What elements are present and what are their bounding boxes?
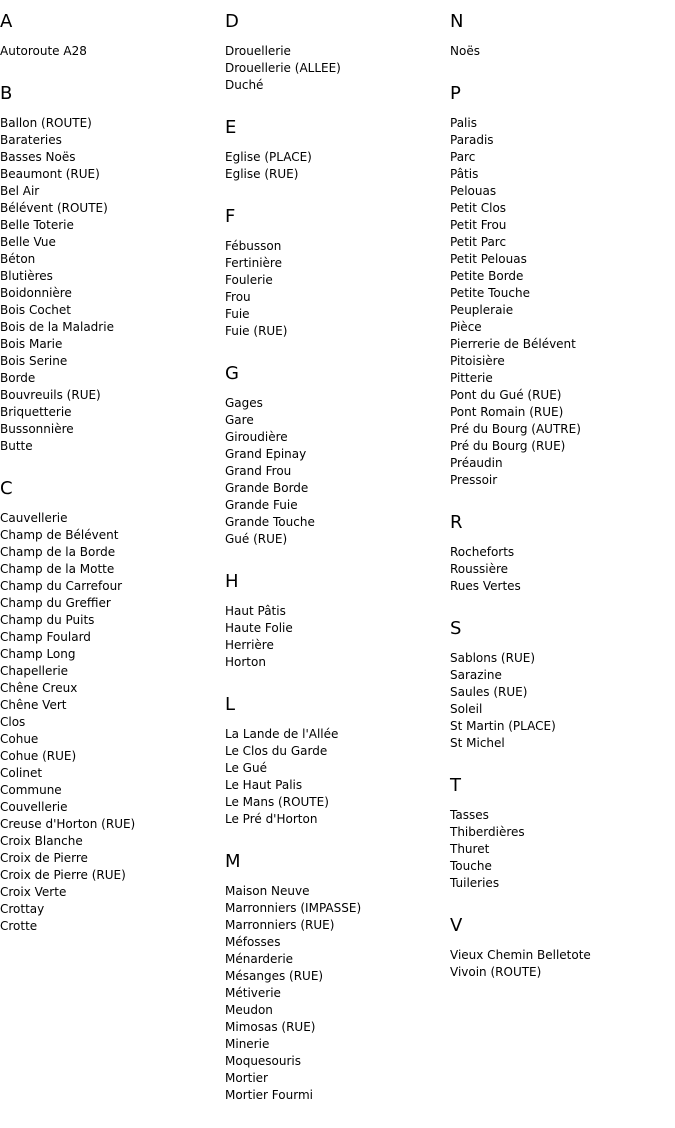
section-letter-heading: A: [0, 11, 13, 32]
street-item-basses-noes: Basses Noës: [0, 150, 76, 164]
street-item-pont-du-gue-rue: Pont du Gué (RUE): [450, 388, 562, 402]
street-list: [450, 807, 675, 892]
street-list: [0, 43, 225, 60]
index-column-2: [225, 12, 450, 1128]
section-letter-heading: N: [450, 11, 464, 32]
street-item-belle-vue: Belle Vue: [0, 235, 56, 249]
street-item-gare: Gare: [225, 413, 254, 427]
index-column-3: [450, 12, 675, 1005]
street-item-barateries: Barateries: [0, 133, 62, 147]
letter-section-r: [450, 513, 675, 595]
street-item-champ-de-la-borde: Champ de la Borde: [0, 545, 116, 559]
street-item-tuileries: Tuileries: [450, 876, 500, 890]
street-item-champ-du-carrefour: Champ du Carrefour: [0, 579, 123, 593]
street-item-briquetterie: Briquetterie: [0, 405, 72, 419]
section-letter-heading: G: [225, 363, 239, 384]
street-list: [225, 395, 450, 548]
street-item-petit-parc: Petit Parc: [450, 235, 507, 249]
street-item-gue-rue: Gué (RUE): [225, 532, 288, 546]
street-item-petit-pelouas: Petit Pelouas: [450, 252, 527, 266]
street-list: [225, 603, 450, 671]
street-item-le-mans-route: Le Mans (ROUTE): [225, 795, 329, 809]
street-item-grande-touche: Grande Touche: [225, 515, 315, 529]
street-item-autoroute-a28: Autoroute A28: [0, 44, 87, 58]
street-item-bouvreuils-rue: Bouvreuils (RUE): [0, 388, 101, 402]
street-item-bois-marie: Bois Marie: [0, 337, 63, 351]
street-item-mortier: Mortier: [225, 1071, 268, 1085]
street-item-croix-blanche: Croix Blanche: [0, 834, 83, 848]
street-item-rues-vertes: Rues Vertes: [450, 579, 521, 593]
street-item-pitoisiere: Pitoisière: [450, 354, 505, 368]
street-item-preaudin: Préaudin: [450, 456, 503, 470]
letter-section-p: [450, 84, 675, 489]
street-item-boidonniere: Boidonnière: [0, 286, 72, 300]
street-item-touche: Touche: [450, 859, 492, 873]
street-item-roussiere: Roussière: [450, 562, 509, 576]
street-item-tasses: Tasses: [450, 808, 489, 822]
street-list: [225, 238, 450, 340]
section-letter-heading: V: [450, 915, 463, 936]
street-item-gages: Gages: [225, 396, 263, 410]
street-item-le-haut-palis: Le Haut Palis: [225, 778, 303, 792]
street-item-eglise-rue: Eglise (RUE): [225, 167, 299, 181]
street-item-drouellerie: Drouellerie: [225, 44, 291, 58]
street-item-vieux-chemin-belletote: Vieux Chemin Belletote: [450, 948, 591, 962]
street-item-menarderie: Ménarderie: [225, 952, 294, 966]
street-item-fuie-rue: Fuie (RUE): [225, 324, 288, 338]
street-item-eglise-place: Eglise (PLACE): [225, 150, 312, 164]
section-letter-heading: B: [0, 83, 13, 104]
street-item-crottay: Crottay: [0, 902, 45, 916]
street-item-petit-clos: Petit Clos: [450, 201, 507, 215]
section-letter-heading: E: [225, 117, 237, 138]
street-item-palis: Palis: [450, 116, 477, 130]
street-item-bussonniere: Bussonnière: [0, 422, 74, 436]
section-letter-heading: M: [225, 851, 241, 872]
street-item-pre-du-bourg-autre: Pré du Bourg (AUTRE): [450, 422, 581, 436]
street-item-croix-verte: Croix Verte: [0, 885, 67, 899]
street-item-chapellerie: Chapellerie: [0, 664, 69, 678]
street-item-champ-long: Champ Long: [0, 647, 76, 661]
street-item-saules-rue: Saules (RUE): [450, 685, 528, 699]
section-letter-heading: S: [450, 618, 462, 639]
street-item-pierrerie-de-belevent: Pierrerie de Bélévent: [450, 337, 576, 351]
street-item-bel-air: Bel Air: [0, 184, 40, 198]
street-item-belevent-route: Bélévent (ROUTE): [0, 201, 108, 215]
street-item-champ-foulard: Champ Foulard: [0, 630, 91, 644]
street-item-colinet: Colinet: [0, 766, 43, 780]
street-item-horton: Horton: [225, 655, 266, 669]
street-item-patis: Pâtis: [450, 167, 479, 181]
street-item-piece: Pièce: [450, 320, 482, 334]
street-list: [0, 510, 225, 935]
street-item-le-gue: Le Gué: [225, 761, 267, 775]
street-item-st-martin-place: St Martin (PLACE): [450, 719, 556, 733]
letter-section-a: [0, 12, 225, 60]
section-letter-heading: P: [450, 83, 461, 104]
street-item-marronniers-rue: Marronniers (RUE): [225, 918, 335, 932]
section-letter-heading: T: [450, 775, 461, 796]
street-item-grande-borde: Grande Borde: [225, 481, 309, 495]
letter-section-g: [225, 364, 450, 548]
street-item-commune: Commune: [0, 783, 62, 797]
street-item-fertiniere: Fertinière: [225, 256, 282, 270]
street-item-borde: Borde: [0, 371, 36, 385]
street-item-meudon: Meudon: [225, 1003, 273, 1017]
street-item-petite-touche: Petite Touche: [450, 286, 530, 300]
street-item-champ-du-puits: Champ du Puits: [0, 613, 95, 627]
street-item-moquesouris: Moquesouris: [225, 1054, 302, 1068]
street-item-le-pre-d-horton: Le Pré d'Horton: [225, 812, 318, 826]
street-item-paradis: Paradis: [450, 133, 494, 147]
letter-section-n: [450, 12, 675, 60]
street-item-metiverie: Métiverie: [225, 986, 281, 1000]
street-item-grand-frou: Grand Frou: [225, 464, 292, 478]
street-item-couvellerie: Couvellerie: [0, 800, 68, 814]
street-item-parc: Parc: [450, 150, 476, 164]
street-item-pitterie: Pitterie: [450, 371, 493, 385]
street-item-pelouas: Pelouas: [450, 184, 497, 198]
street-item-bois-de-la-maladrie: Bois de la Maladrie: [0, 320, 114, 334]
street-item-minerie: Minerie: [225, 1037, 270, 1051]
street-item-thuret: Thuret: [450, 842, 490, 856]
letter-section-d: [225, 12, 450, 94]
street-item-soleil: Soleil: [450, 702, 483, 716]
street-item-cohue-rue: Cohue (RUE): [0, 749, 77, 763]
street-item-haute-folie: Haute Folie: [225, 621, 293, 635]
street-item-la-lande-de-l-allee: La Lande de l'Allée: [225, 727, 339, 741]
letter-section-v: [450, 916, 675, 981]
street-item-champ-de-belevent: Champ de Bélévent: [0, 528, 119, 542]
street-item-sarazine: Sarazine: [450, 668, 502, 682]
street-item-crotte: Crotte: [0, 919, 38, 933]
street-item-st-michel: St Michel: [450, 736, 505, 750]
street-item-mefosses: Méfosses: [225, 935, 281, 949]
street-item-champ-de-la-motte: Champ de la Motte: [0, 562, 115, 576]
street-item-drouellerie-allee: Drouellerie (ALLEE): [225, 61, 341, 75]
street-item-chene-creux: Chêne Creux: [0, 681, 78, 695]
street-item-croix-de-pierre: Croix de Pierre: [0, 851, 88, 865]
street-item-sablons-rue: Sablons (RUE): [450, 651, 536, 665]
street-list: [450, 947, 675, 981]
street-item-cauvellerie: Cauvellerie: [0, 511, 68, 525]
section-letter-heading: D: [225, 11, 239, 32]
street-item-marronniers-impasse: Marronniers (IMPASSE): [225, 901, 362, 915]
index-column-1: [0, 12, 225, 959]
letter-section-s: [450, 619, 675, 752]
street-item-foulerie: Foulerie: [225, 273, 273, 287]
section-letter-heading: C: [0, 478, 13, 499]
street-item-grande-fuie: Grande Fuie: [225, 498, 298, 512]
letter-section-t: [450, 776, 675, 892]
street-list: [450, 43, 675, 60]
street-item-thiberdieres: Thiberdières: [450, 825, 525, 839]
street-item-rocheforts: Rocheforts: [450, 545, 515, 559]
street-item-haut-patis: Haut Pâtis: [225, 604, 286, 618]
street-item-herriere: Herrière: [225, 638, 274, 652]
street-item-noes: Noës: [450, 44, 480, 58]
street-item-febusson: Fébusson: [225, 239, 282, 253]
letter-section-m: [225, 852, 450, 1104]
street-item-giroudiere: Giroudière: [225, 430, 288, 444]
section-letter-heading: H: [225, 571, 239, 592]
street-item-beaumont-rue: Beaumont (RUE): [0, 167, 100, 181]
street-item-croix-de-pierre-rue: Croix de Pierre (RUE): [0, 868, 126, 882]
section-letter-heading: R: [450, 512, 463, 533]
letter-section-l: [225, 695, 450, 828]
street-item-butte: Butte: [0, 439, 33, 453]
street-item-bois-cochet: Bois Cochet: [0, 303, 71, 317]
street-item-maison-neuve: Maison Neuve: [225, 884, 310, 898]
street-item-fuie: Fuie: [225, 307, 250, 321]
street-item-duche: Duché: [225, 78, 264, 92]
street-item-frou: Frou: [225, 290, 251, 304]
street-item-beton: Béton: [0, 252, 36, 266]
section-letter-heading: L: [225, 694, 236, 715]
street-item-champ-du-greffier: Champ du Greffier: [0, 596, 111, 610]
street-item-pre-du-bourg-rue: Pré du Bourg (RUE): [450, 439, 566, 453]
street-item-vivoin-route: Vivoin (ROUTE): [450, 965, 542, 979]
street-item-petite-borde: Petite Borde: [450, 269, 524, 283]
street-item-pressoir: Pressoir: [450, 473, 498, 487]
street-list: [225, 883, 450, 1104]
street-list: [450, 115, 675, 489]
street-item-belle-toterie: Belle Toterie: [0, 218, 74, 232]
street-item-creuse-d-horton-rue: Creuse d'Horton (RUE): [0, 817, 136, 831]
street-list: [0, 115, 225, 455]
street-item-chene-vert: Chêne Vert: [0, 698, 67, 712]
street-item-clos: Clos: [0, 715, 26, 729]
street-item-cohue: Cohue: [0, 732, 39, 746]
street-list: [450, 650, 675, 752]
street-item-petit-frou: Petit Frou: [450, 218, 507, 232]
letter-section-b: [0, 84, 225, 455]
street-item-mimosas-rue: Mimosas (RUE): [225, 1020, 316, 1034]
street-item-le-clos-du-garde: Le Clos du Garde: [225, 744, 328, 758]
street-list: [450, 544, 675, 595]
street-item-mesanges-rue: Mésanges (RUE): [225, 969, 324, 983]
street-item-peupleraie: Peupleraie: [450, 303, 514, 317]
street-list: [225, 149, 450, 183]
street-list: [225, 726, 450, 828]
street-item-ballon-route: Ballon (ROUTE): [0, 116, 92, 130]
letter-section-f: [225, 207, 450, 340]
street-item-bois-serine: Bois Serine: [0, 354, 68, 368]
letter-section-h: [225, 572, 450, 671]
street-item-pont-romain-rue: Pont Romain (RUE): [450, 405, 564, 419]
street-item-mortier-fourmi: Mortier Fourmi: [225, 1088, 313, 1102]
letter-section-c: [0, 479, 225, 935]
street-item-grand-epinay: Grand Epinay: [225, 447, 307, 461]
street-list: [225, 43, 450, 94]
section-letter-heading: F: [225, 206, 236, 227]
letter-section-e: [225, 118, 450, 183]
street-item-blutieres: Blutières: [0, 269, 53, 283]
